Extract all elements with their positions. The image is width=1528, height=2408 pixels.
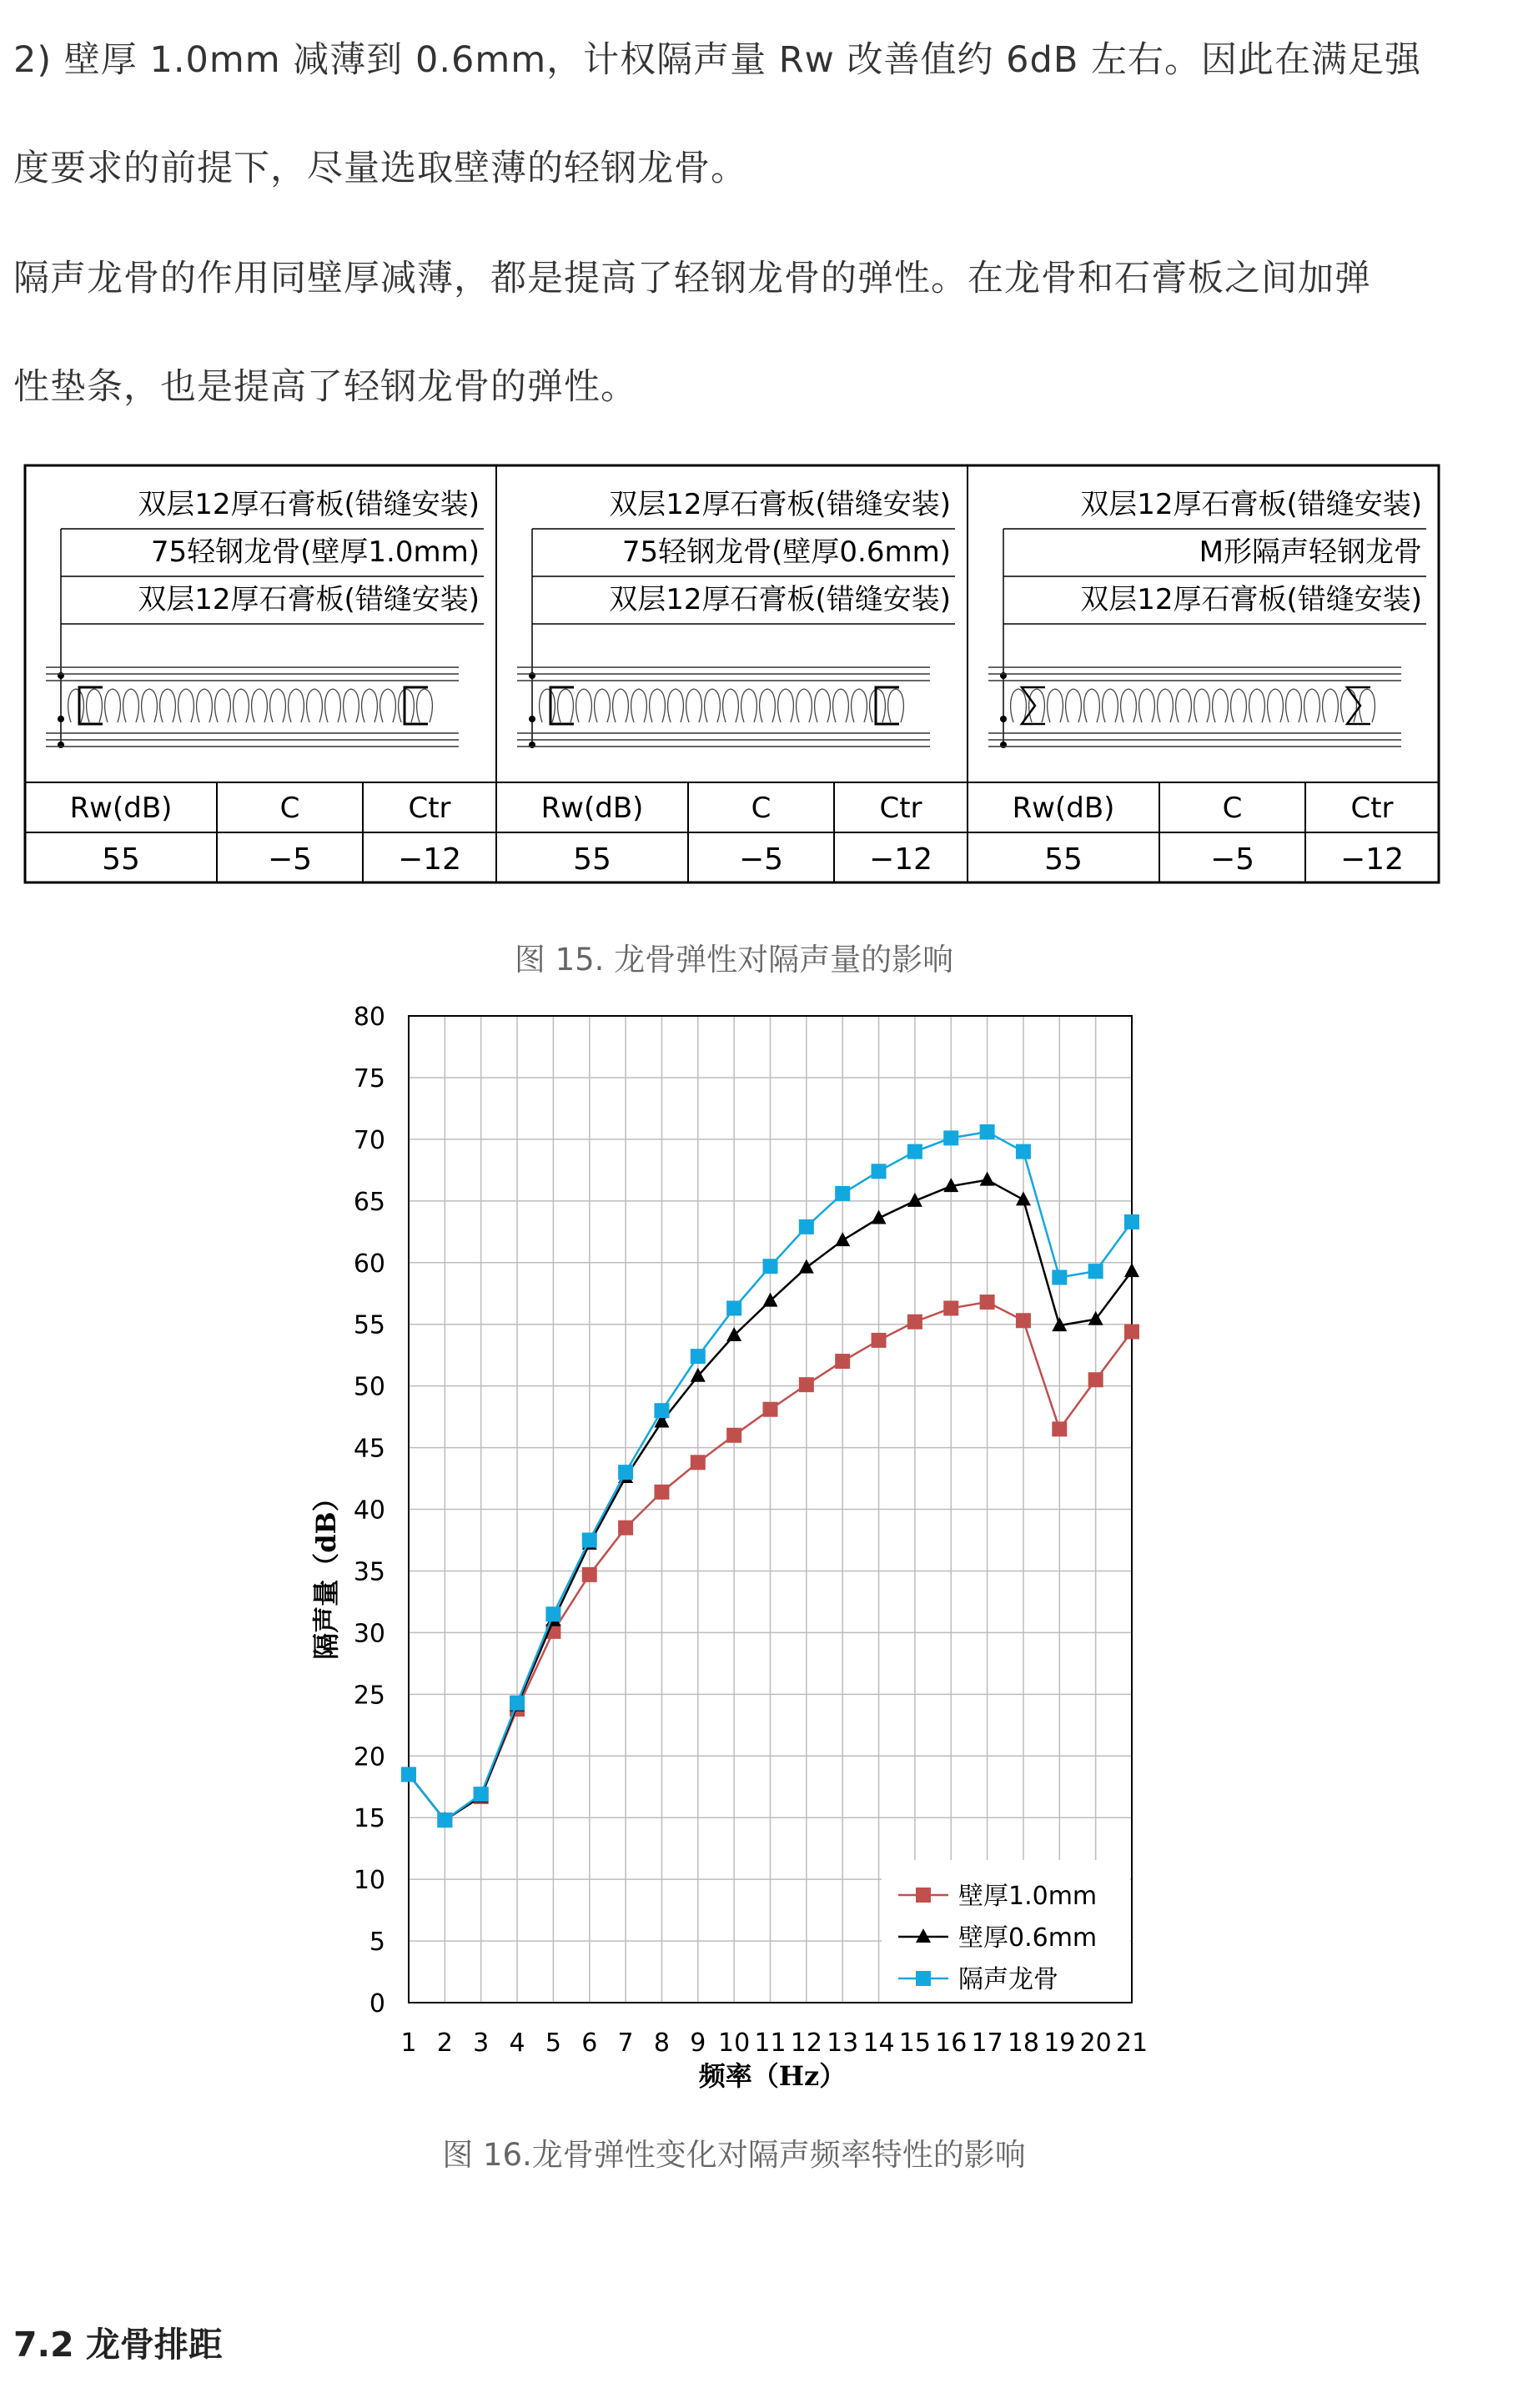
data-point xyxy=(654,1485,669,1500)
value-cell-ctr: −12 xyxy=(869,842,932,877)
x-tick-label: 12 xyxy=(790,2028,822,2058)
wall-panel-3 xyxy=(968,465,1426,882)
y-tick-label: 50 xyxy=(353,1372,385,1402)
data-point xyxy=(872,1333,887,1348)
data-point xyxy=(726,1300,741,1315)
data-point xyxy=(799,1219,814,1234)
figure-16-chart xyxy=(0,984,1468,2135)
chart-legend xyxy=(882,1860,1130,2002)
wall-panel-2 xyxy=(496,465,955,882)
y-tick-label: 30 xyxy=(353,1619,385,1649)
data-point xyxy=(980,1294,995,1310)
layer-label-mid: 75轻钢龙骨(壁厚1.0mm) xyxy=(150,535,480,569)
layer-label-top: 双层12厚石膏板(错缝安装) xyxy=(1080,488,1422,521)
x-tick-label: 10 xyxy=(718,2028,751,2058)
x-tick-label: 4 xyxy=(509,2028,525,2058)
y-tick-label: 10 xyxy=(353,1866,385,1896)
y-tick-label: 70 xyxy=(353,1125,385,1155)
wall-section-drawing xyxy=(46,667,459,747)
y-tick-label: 55 xyxy=(353,1310,385,1340)
value-cell-c: −5 xyxy=(738,842,784,877)
data-point xyxy=(618,1465,633,1480)
leader-dot xyxy=(1000,716,1007,722)
y-tick-label: 5 xyxy=(369,1928,385,1958)
y-tick-label: 0 xyxy=(369,1989,385,2018)
x-tick-label: 6 xyxy=(581,2028,598,2058)
data-point xyxy=(943,1300,958,1315)
value-cell-rw: 55 xyxy=(102,842,140,877)
leader-dot xyxy=(58,716,64,722)
wall-section-drawing xyxy=(988,667,1401,747)
paragraph-4: 性垫条，也是提高了轻钢龙骨的弹性。 xyxy=(13,366,637,408)
data-point xyxy=(691,1349,706,1364)
layer-label-bottom: 双层12厚石膏板(错缝安装) xyxy=(138,583,480,616)
leader-dot xyxy=(58,742,64,748)
y-tick-label: 35 xyxy=(353,1557,385,1587)
value-cell-rw: 55 xyxy=(573,842,611,877)
data-point xyxy=(980,1124,995,1139)
wall-panel-1 xyxy=(46,488,484,882)
data-point xyxy=(510,1696,525,1711)
leader-dot xyxy=(529,672,535,679)
header-cell-c: C xyxy=(751,792,772,825)
value-cell-rw: 55 xyxy=(1044,842,1083,877)
data-point xyxy=(1016,1313,1031,1328)
leader-dot xyxy=(58,672,64,679)
value-cell-c: −5 xyxy=(1209,842,1255,877)
chart-grid xyxy=(409,1016,1132,2003)
y-axis-label: 隔声量（dB） xyxy=(310,1485,342,1660)
value-cell-ctr: −12 xyxy=(1340,842,1404,877)
data-point xyxy=(726,1428,741,1443)
header-cell-ctr: Ctr xyxy=(408,792,451,825)
legend-label: 壁厚0.6mm xyxy=(958,1923,1098,1953)
y-tick-label: 25 xyxy=(353,1681,385,1711)
legend-label: 壁厚1.0mm xyxy=(958,1882,1098,1911)
y-tick-label: 20 xyxy=(353,1742,385,1772)
layer-label-top: 双层12厚石膏板(错缝安装) xyxy=(609,488,951,521)
figure-15-wall-table xyxy=(0,457,1468,899)
x-tick-label: 15 xyxy=(898,2028,931,2058)
header-cell-ctr: Ctr xyxy=(879,792,922,825)
data-point xyxy=(1052,1269,1067,1284)
insulation xyxy=(1011,689,1375,722)
paragraph-3: 隔声龙骨的作用同壁厚减薄，都是提高了轻钢龙骨的弹性。在龙骨和石膏板之间加弹 xyxy=(13,258,1371,299)
figure-16-caption: 图 16.龙骨弹性变化对隔声频率特性的影响 xyxy=(442,2137,1026,2173)
insulation xyxy=(540,689,904,722)
data-point xyxy=(1124,1325,1139,1340)
header-cell-c: C xyxy=(279,792,300,825)
y-tick-label: 40 xyxy=(353,1496,385,1526)
data-point xyxy=(799,1377,814,1392)
data-point xyxy=(618,1521,633,1536)
x-tick-label: 2 xyxy=(436,2028,453,2058)
layer-label-top: 双层12厚石膏板(错缝安装) xyxy=(138,488,480,521)
data-point xyxy=(763,1259,778,1274)
data-point xyxy=(1088,1264,1103,1279)
x-tick-label: 13 xyxy=(827,2028,859,2058)
header-cell-rw: Rw(dB) xyxy=(1012,792,1115,825)
data-point xyxy=(1052,1421,1067,1436)
leader-dot xyxy=(529,716,535,722)
wall-section-drawing xyxy=(517,667,930,747)
x-tick-label: 18 xyxy=(1007,2028,1040,2058)
data-point xyxy=(401,1767,416,1782)
insulation xyxy=(68,689,433,722)
data-point xyxy=(1016,1144,1031,1159)
y-tick-label: 65 xyxy=(353,1187,385,1217)
x-tick-label: 8 xyxy=(653,2028,670,2058)
data-point xyxy=(835,1186,850,1201)
layer-label-mid: M形隔声轻钢龙骨 xyxy=(1199,535,1422,569)
data-point xyxy=(582,1532,597,1547)
y-tick-label: 60 xyxy=(353,1249,385,1279)
layer-label-bottom: 双层12厚石膏板(错缝安装) xyxy=(609,583,951,616)
x-axis-label: 频率（Hz） xyxy=(698,2060,847,2092)
header-cell-rw: Rw(dB) xyxy=(540,792,644,825)
data-point xyxy=(582,1567,597,1582)
data-point xyxy=(907,1315,922,1330)
data-point xyxy=(691,1455,706,1470)
legend-marker xyxy=(916,1971,931,1986)
data-point xyxy=(1124,1214,1139,1229)
value-cell-c: −5 xyxy=(267,842,313,877)
y-tick-label: 45 xyxy=(353,1434,385,1464)
x-tick-label: 16 xyxy=(935,2028,968,2058)
data-point xyxy=(943,1130,958,1145)
data-point xyxy=(835,1354,850,1369)
data-point xyxy=(763,1402,778,1417)
figure-15-caption: 图 15. 龙骨弹性对隔声量的影响 xyxy=(514,942,954,978)
x-tick-label: 19 xyxy=(1043,2028,1076,2058)
y-tick-label: 15 xyxy=(353,1804,385,1834)
x-tick-label: 7 xyxy=(617,2028,634,2058)
leader-dot xyxy=(1000,672,1007,679)
data-point xyxy=(437,1812,452,1827)
x-tick-label: 21 xyxy=(1115,2028,1149,2058)
y-tick-label: 80 xyxy=(353,1003,385,1032)
legend-marker xyxy=(916,1888,931,1903)
x-tick-label: 3 xyxy=(473,2028,490,2058)
paragraph-2: 度要求的前提下，尽量选取壁薄的轻钢龙骨。 xyxy=(13,148,747,189)
x-tick-label: 20 xyxy=(1079,2028,1112,2058)
x-tick-label: 14 xyxy=(862,2028,895,2058)
leader-dot xyxy=(1000,742,1007,748)
data-point xyxy=(907,1144,922,1159)
section-heading: 7.2 龙骨排距 xyxy=(13,2325,223,2365)
data-point xyxy=(1088,1372,1103,1387)
layer-label-mid: 75轻钢龙骨(壁厚0.6mm) xyxy=(621,535,951,569)
paragraph-1: 2) 壁厚 1.0mm 减薄到 0.6mm，计权隔声量 Rw 改善值约 6dB 左右。因此在满足强 xyxy=(13,39,1421,81)
x-tick-label: 17 xyxy=(971,2028,1003,2058)
leader-dot xyxy=(529,742,535,748)
header-cell-c: C xyxy=(1222,792,1243,825)
legend-label: 隔声龙骨 xyxy=(958,1965,1058,1994)
x-tick-label: 11 xyxy=(754,2028,787,2058)
header-cell-ctr: Ctr xyxy=(1350,792,1394,825)
data-point xyxy=(872,1164,887,1179)
y-tick-label: 75 xyxy=(353,1063,385,1093)
value-cell-ctr: −12 xyxy=(398,842,461,877)
layer-label-bottom: 双层12厚石膏板(错缝安装) xyxy=(1080,583,1422,616)
x-tick-label: 1 xyxy=(400,2028,417,2058)
x-tick-label: 5 xyxy=(545,2028,561,2058)
data-point xyxy=(474,1787,489,1802)
data-point xyxy=(654,1403,669,1418)
header-cell-rw: Rw(dB) xyxy=(69,792,173,825)
data-point xyxy=(545,1606,560,1621)
x-tick-label: 9 xyxy=(690,2028,706,2058)
